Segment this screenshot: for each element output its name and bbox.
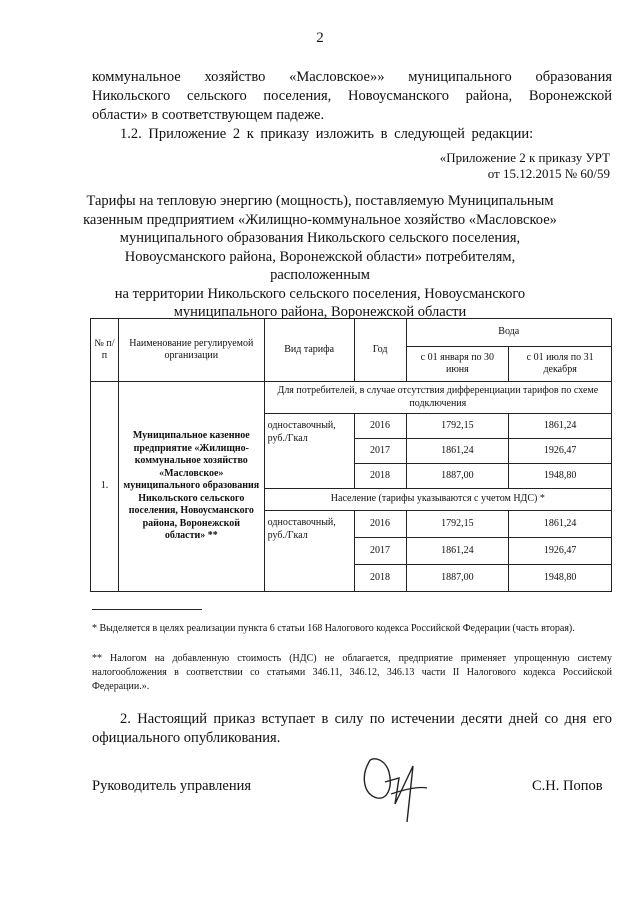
tariff-label: одноставочный, руб./Гкал xyxy=(264,511,354,592)
title-line: муниципального района, Воронежской области xyxy=(173,304,467,320)
signer-title: Руководитель управления xyxy=(92,778,252,794)
footnote-divider xyxy=(92,609,202,610)
value-cell: 1861,24 xyxy=(509,511,612,538)
group-2-label: Население (тарифы указываются с учетом НДС) * xyxy=(264,489,611,511)
header-num: № п/п xyxy=(91,319,119,382)
item-1-2: 1.2. Приложение 2 к приказу изложить в следующей редакции: xyxy=(120,126,534,142)
page-number: 2 xyxy=(316,30,324,46)
title-line: казенным предприятием «Жилищно-коммунальное хозяйство «Масловское» xyxy=(83,211,557,228)
value-cell: 1861,24 xyxy=(406,538,509,565)
header-water: Вода xyxy=(406,319,612,347)
intro-line-1: коммунальное хозяйство «Масловское»» муниципального образования xyxy=(92,69,612,85)
value-cell: 1861,24 xyxy=(406,439,509,464)
footnote-2: ** Налогом на добавленную стоимость (НДС) не облагается, предприятие применяет упрощенную систему налогообложения в соответствии со статьями 346.11, 346.12, 346.13 части II Налогового кодекса Российской Федерации.». xyxy=(92,653,612,692)
table-header-row xyxy=(91,319,612,347)
signature-icon xyxy=(355,742,435,827)
value-cell: 1887,00 xyxy=(406,464,509,489)
year-cell: 2016 xyxy=(354,414,406,439)
year-cell: 2018 xyxy=(354,565,406,592)
intro-line-3: области» в соответствующем падеже. xyxy=(92,107,325,123)
header-period-2: с 01 июля по 31 декабря xyxy=(509,347,612,382)
signature xyxy=(355,742,435,832)
value-cell: 1861,24 xyxy=(509,414,612,439)
header-year: Год xyxy=(354,319,406,382)
title-line: Новоусманского района, Воронежской области» потребителям, расположенным xyxy=(124,248,516,283)
document-title xyxy=(80,192,560,322)
tariff-label: одноставочный, руб./Гкал xyxy=(264,414,354,489)
group-1-label: Для потребителей, в случае отсутствия дифференциации тарифов по схеме подключения xyxy=(264,382,611,414)
header-org: Наименование регулируемой организации xyxy=(118,319,264,382)
item-2: 2. Настоящий приказ вступает в силу по истечении десяти дней со дня его официального опубликования. xyxy=(92,711,612,746)
title-line: на территории Никольского сельского поселения, Новоусманского xyxy=(114,285,526,302)
value-cell: 1948,80 xyxy=(509,464,612,489)
title-line: Тарифы на тепловую энергию (мощность), поставляемую Муниципальным xyxy=(86,193,554,209)
table-row xyxy=(91,382,612,414)
header-period-1: с 01 января по 30 июня xyxy=(406,347,509,382)
appendix-ref-line-1: «Приложение 2 к приказу УРТ xyxy=(439,150,610,165)
appendix-ref-line-2: от 15.12.2015 № 60/59 xyxy=(487,166,610,181)
year-cell: 2017 xyxy=(354,439,406,464)
value-cell: 1926,47 xyxy=(509,538,612,565)
header-tariff-type: Вид тарифа xyxy=(264,319,354,382)
year-cell: 2016 xyxy=(354,511,406,538)
intro-line-2: Никольского сельского поселения, Новоусманского района, Воронежской xyxy=(92,88,612,104)
value-cell: 1926,47 xyxy=(509,439,612,464)
row-number: 1. xyxy=(91,382,119,592)
year-cell: 2017 xyxy=(354,538,406,565)
appendix-reference xyxy=(440,150,610,182)
signer-name: С.Н. Попов xyxy=(532,778,603,794)
footnote-1: * Выделяется в целях реализации пункта 6 статьи 168 Налогового кодекса Российской Федерации (часть вторая). xyxy=(92,623,575,634)
organization-name: Муниципальное казенное предприятие «Жилищно-коммунальное хозяйство «Масловское» муниципального образования Никольского сельского поселения, Новоусманского района, Воронежской области» ** xyxy=(118,382,264,592)
value-cell: 1792,15 xyxy=(406,511,509,538)
value-cell: 1792,15 xyxy=(406,414,509,439)
tariff-table xyxy=(90,318,612,592)
value-cell: 1948,80 xyxy=(509,565,612,592)
year-cell: 2018 xyxy=(354,464,406,489)
title-line: муниципального образования Никольского сельского поселения, xyxy=(119,230,521,246)
value-cell: 1887,00 xyxy=(406,565,509,592)
